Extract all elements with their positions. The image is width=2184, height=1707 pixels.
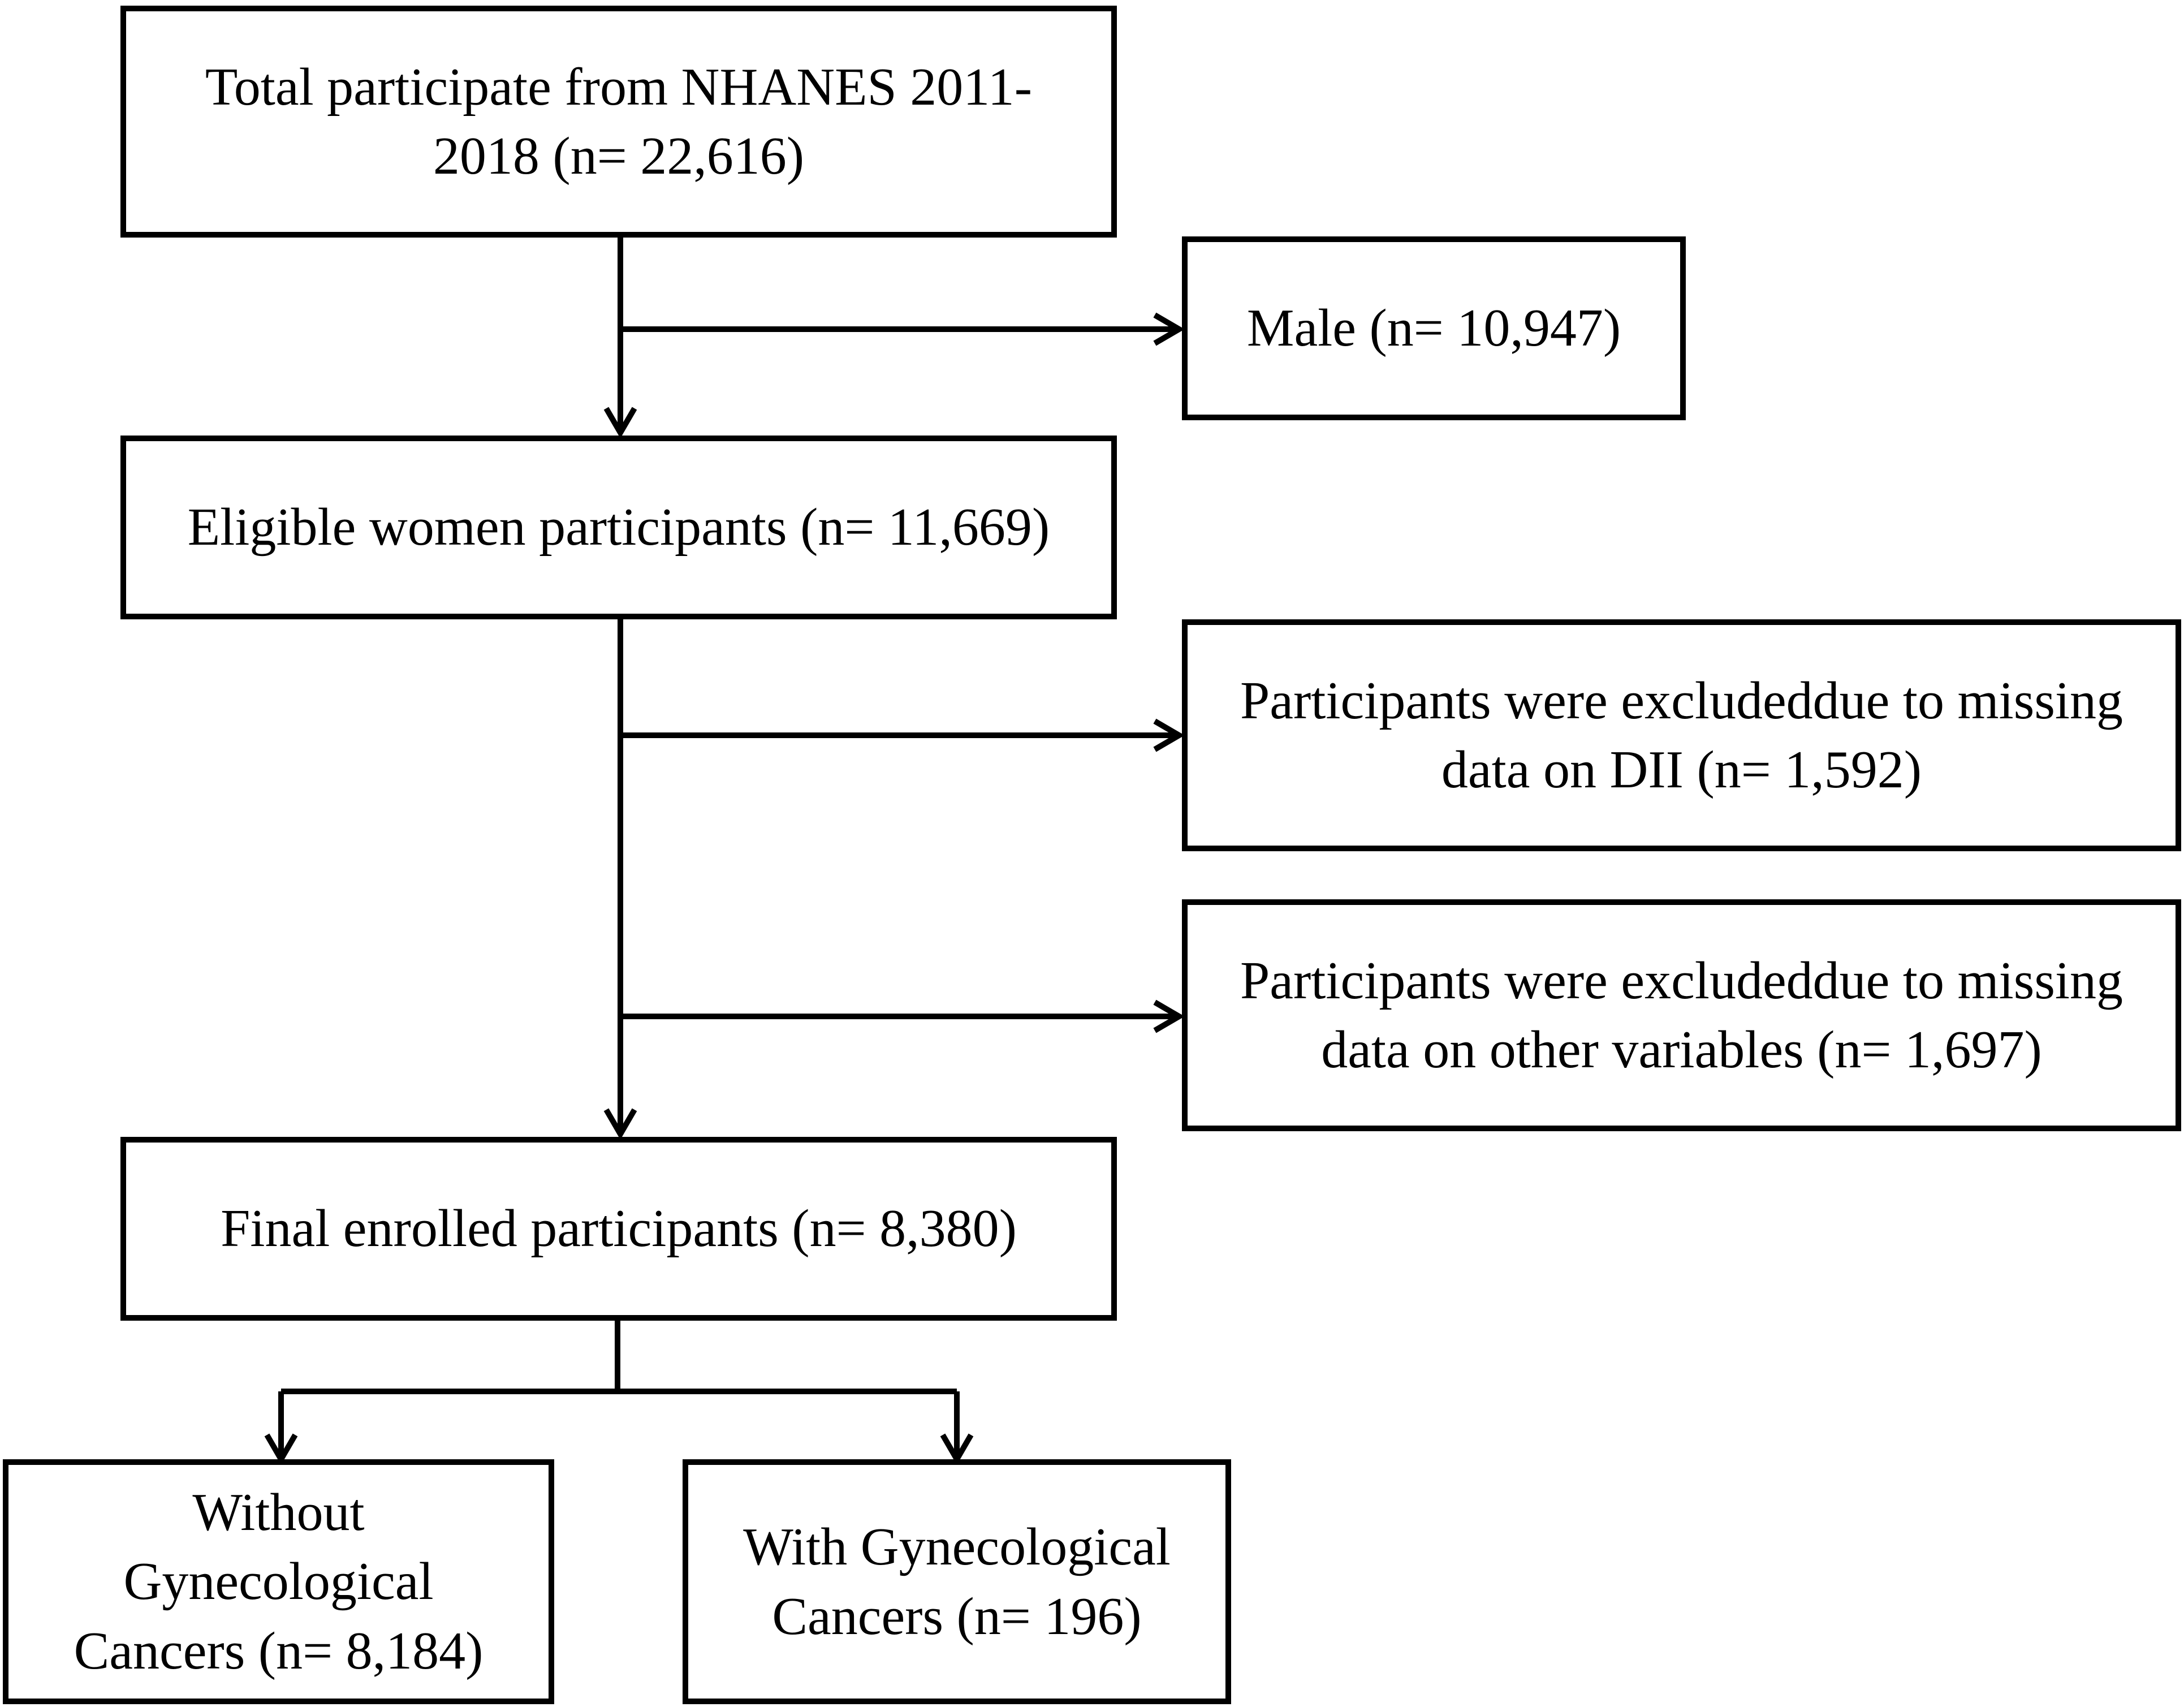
box-with-line-1: With Gynecological <box>743 1518 1171 1577</box>
box-with-gynecological-cancers <box>683 1459 1231 1704</box>
box-excluded-other-line-1: Participants were excludeddue to missing <box>1240 951 2123 1010</box>
box-without-gynecological-cancers <box>3 1459 554 1704</box>
box-excluded-dii-line-1: Participants were excludeddue to missing <box>1240 671 2123 730</box>
box-eligible-women <box>120 436 1117 619</box>
box-final-enrolled <box>120 1137 1117 1321</box>
box-total-line-2: 2018 (n= 22,616) <box>433 127 805 186</box>
box-male <box>1182 236 1686 420</box>
box-excluded-other-line-2: data on other variables (n= 1,697) <box>1321 1020 2042 1079</box>
box-with-line-2: Cancers (n= 196) <box>772 1587 1142 1646</box>
box-excluded-dii-line-2: data on DII (n= 1,592) <box>1441 740 1922 799</box>
box-total-line-1: Total participate from NHANES 2011- <box>205 57 1033 117</box>
box-excluded-dii <box>1182 619 2181 851</box>
box-without-line-1: Without <box>192 1483 365 1542</box>
box-male-line-1: Male (n= 10,947) <box>1246 299 1621 358</box>
box-excluded-other <box>1182 899 2181 1131</box>
box-final-line-1: Final enrolled participants (n= 8,380) <box>221 1199 1017 1258</box>
box-eligible-line-1: Eligible women participants (n= 11,669) <box>187 498 1050 557</box>
box-without-line-2: Gynecological <box>123 1552 434 1611</box>
box-without-line-3: Cancers (n= 8,184) <box>74 1621 484 1680</box>
box-total-participants <box>120 6 1117 238</box>
